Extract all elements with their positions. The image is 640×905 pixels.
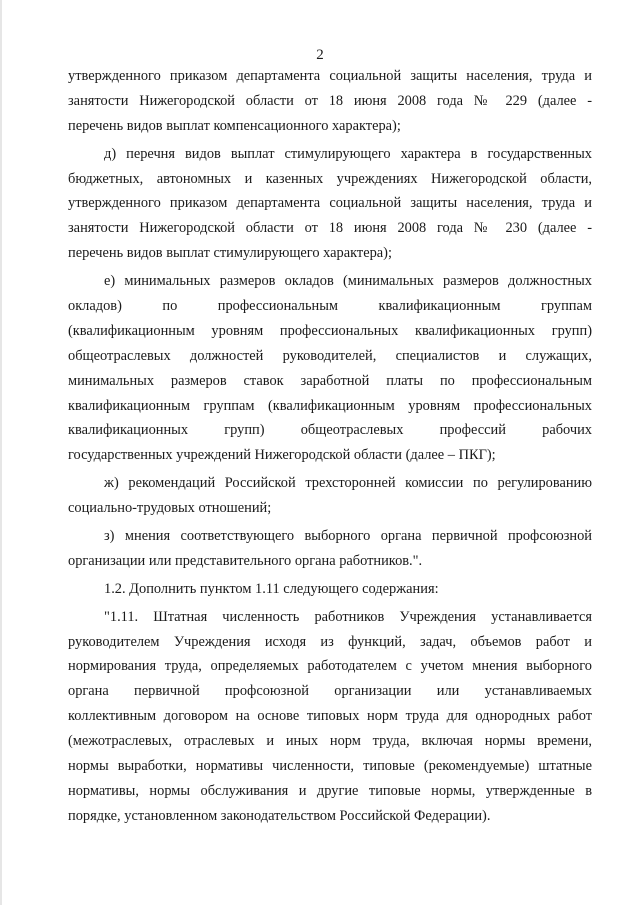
page-number: 2 bbox=[316, 47, 324, 63]
text-line: окладов) по профессиональным квалификационным группам bbox=[68, 298, 592, 315]
text-line: коллективным договором на основе типовых норм труда для однородных работ bbox=[68, 708, 592, 725]
text-line: общеотраслевых должностей руководителей, специалистов и служащих, bbox=[68, 347, 592, 364]
paragraph-d bbox=[68, 142, 592, 266]
text-line: (межотраслевых, отраслевых и иных норм труда, включая нормы времени, bbox=[68, 733, 592, 750]
text-line: д) перечня видов выплат стимулирующего характера в государственных bbox=[104, 145, 592, 162]
text-line: з) мнения соответствующего выборного органа первичной профсоюзной bbox=[104, 528, 592, 545]
paragraph-z bbox=[68, 524, 592, 574]
paragraph-1-2 bbox=[68, 577, 592, 602]
text-line: нормирования труда, определяемых работодателем с учетом мнения выборного bbox=[68, 658, 592, 675]
text-line: утвержденного приказом департамента социальной защиты населения, труда и bbox=[68, 195, 592, 212]
text-line: нормы выработки, нормативы численности, типовые (рекомендуемые) штатные bbox=[68, 758, 592, 775]
scan-edge bbox=[0, 0, 2, 905]
text-line: нормативы, нормы обслуживания и другие типовые нормы, утвержденные в bbox=[68, 782, 592, 799]
text-line: утвержденного приказом департамента социальной защиты населения, труда и bbox=[68, 68, 592, 84]
text-line: "1.11. Штатная численность работников Учреждения устанавливается bbox=[104, 608, 592, 625]
text-line: социально-трудовых отношений; bbox=[68, 500, 272, 517]
text-line: квалификационным группам (квалификационным уровням профессиональных bbox=[68, 397, 592, 414]
text-line: занятости Нижегородской области от 18 июня 2008 года № 229 (далее - bbox=[68, 92, 592, 109]
text-line: минимальных размеров ставок заработной платы по профессиональным bbox=[68, 372, 592, 389]
paragraph-1-11 bbox=[68, 605, 592, 829]
text-line: бюджетных, автономных и казенных учреждениях Нижегородской области, bbox=[68, 170, 592, 187]
text-line: (квалификационным уровням профессиональных квалификационных групп) bbox=[68, 322, 592, 339]
text-line: перечень видов выплат компенсационного характера); bbox=[68, 117, 401, 134]
text-line: порядке, установленном законодательством Российской Федерации). bbox=[68, 807, 491, 824]
text-line: организации или представительного органа работников.". bbox=[68, 552, 423, 569]
text-line: руководителем Учреждения исходя из функций, задач, объемов работ и bbox=[68, 633, 592, 650]
text-line: 1.2. Дополнить пунктом 1.11 следующего содержания: bbox=[104, 580, 439, 597]
text-line: государственных учреждений Нижегородской области (далее – ПКГ); bbox=[68, 447, 496, 464]
text-line: перечень видов выплат стимулирующего характера); bbox=[68, 245, 392, 262]
document-body bbox=[68, 64, 592, 829]
text-line: занятости Нижегородской области от 18 июня 2008 года № 230 (далее - bbox=[68, 220, 592, 237]
text-line: ж) рекомендаций Российской трехсторонней комиссии по регулированию bbox=[104, 475, 592, 492]
paragraph-continuation bbox=[68, 64, 592, 139]
paragraph-e bbox=[68, 269, 592, 468]
text-line: е) минимальных размеров окладов (минимальных размеров должностных bbox=[104, 273, 592, 290]
text-line: органа первичной профсоюзной организации или устанавливаемых bbox=[68, 683, 592, 700]
paragraph-zh bbox=[68, 471, 592, 521]
text-line: квалификационных групп) общеотраслевых профессий рабочих bbox=[68, 422, 592, 439]
